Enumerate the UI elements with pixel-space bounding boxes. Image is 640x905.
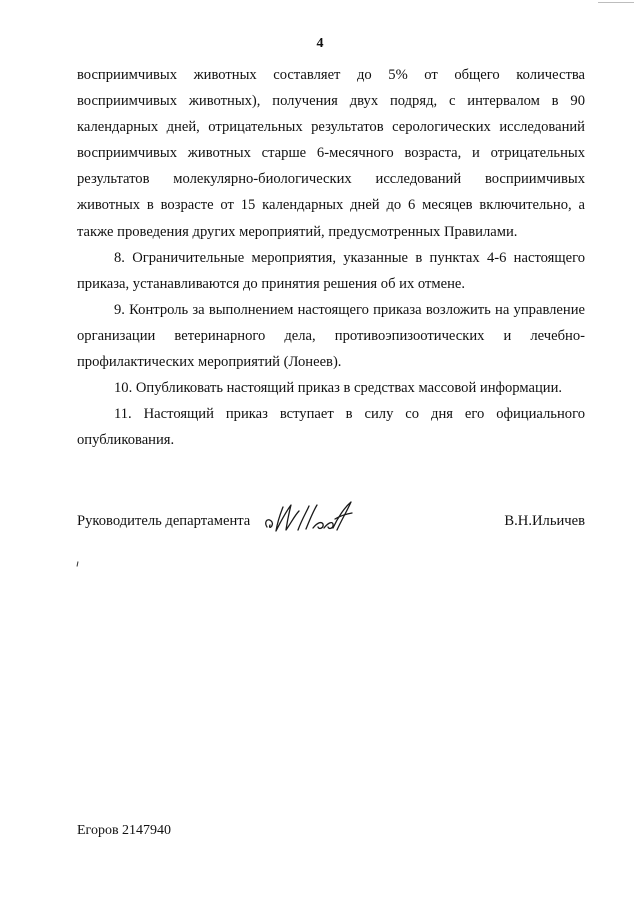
paragraph-continuation: восприимчивых животных составляет до 5% от общего количества восприимчивых животных), получения двух подряд, с интервалом в 90 календарных дней, отрицательных результатов серологических исследований восприимчивых животных старше 6-месячного возраста, и отрицательных результатов молекулярно-биологических исследований восприимчивых животных в возрасте от 15 календарных дней до 6 месяцев включительно, а также проведения других мероприятий, предусмотренных Правилами. <box>77 67 585 240</box>
paragraph-item-11: 11. Настоящий приказ вступает в силу со дня его официального опубликования. <box>77 406 585 449</box>
document-body <box>77 62 585 453</box>
stray-pen-mark <box>76 561 79 567</box>
signatory-name: В.Н.Ильичев <box>504 513 585 529</box>
author-footer: Егоров 2147940 <box>77 823 172 838</box>
signatory-position: Руководитель департамента <box>77 513 251 529</box>
paragraph-item-9: 9. Контроль за выполнением настоящего приказа возложить на управление организации ветеринарного дела, противоэпизоотических и лечебно-профилактических мероприятий (Лонеев). <box>77 301 585 371</box>
signature-block <box>77 497 585 537</box>
scan-corner-mark <box>598 2 634 3</box>
page-number: 4 <box>316 36 324 51</box>
handwritten-signature <box>261 497 361 537</box>
paragraph-item-10: 10. Опубликовать настоящий приказ в средствах массовой информации. <box>114 380 563 397</box>
paragraph-item-8: 8. Ограничительные мероприятия, указанные в пунктах 4-6 настоящего приказа, устанавливаются до принятия решения об их отмене. <box>77 249 585 292</box>
